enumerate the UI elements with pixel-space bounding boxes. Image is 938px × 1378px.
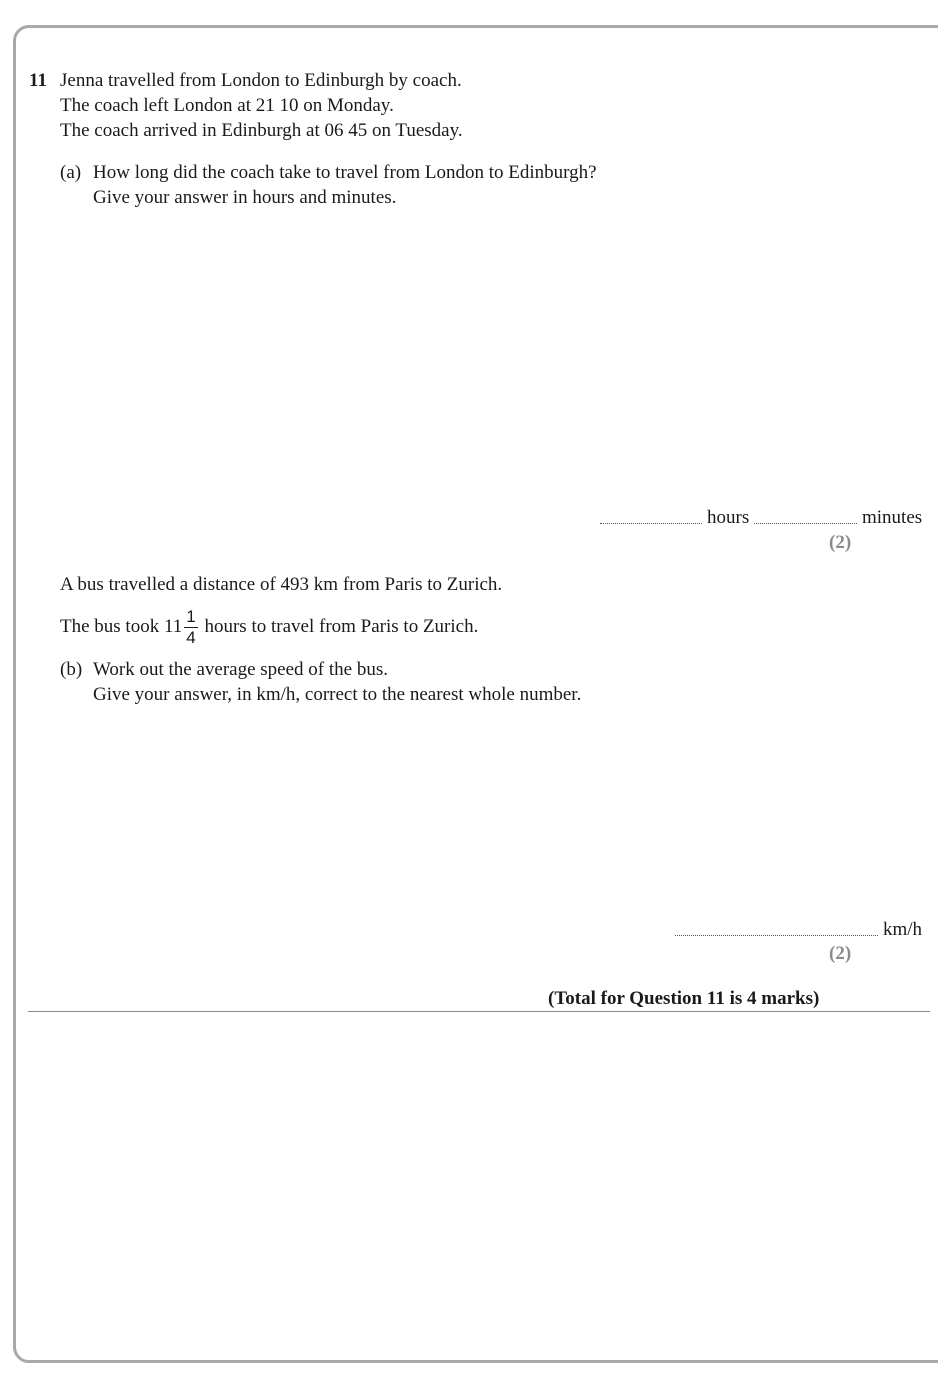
bus-info-after: hours to travel from Paris to Zurich. [204, 616, 479, 637]
answer-a-hours-field[interactable] [600, 523, 702, 524]
divider [28, 1011, 930, 1012]
part-b-marks: (2) [829, 943, 852, 964]
answer-a-minutes-field[interactable] [754, 523, 857, 524]
bus-info-line-2 [60, 602, 478, 652]
answer-a-hours-unit: hours [707, 507, 750, 528]
intro-line-3: The coach arrived in Edinburgh at 06 45 on Tuesday. [60, 120, 463, 141]
bus-info-line-1: A bus travelled a distance of 493 km from Paris to Zurich. [60, 574, 503, 595]
answer-a-minutes-unit: minutes [862, 507, 923, 528]
total-marks: (Total for Question 11 is 4 marks) [548, 988, 820, 1009]
fraction-denominator: 4 [186, 628, 196, 648]
part-a-marks: (2) [829, 532, 852, 553]
fraction [184, 607, 197, 648]
bus-info-before: The bus took 11 [60, 616, 183, 637]
answer-b-field[interactable] [675, 935, 878, 936]
part-a-line-1: How long did the coach take to travel from London to Edinburgh? [93, 162, 597, 183]
intro-line-2: The coach left London at 21 10 on Monday. [60, 95, 394, 116]
answer-b-unit: km/h [883, 919, 923, 940]
part-a-label: (a) [60, 162, 82, 183]
part-b-line-2: Give your answer, in km/h, correct to the nearest whole number. [93, 684, 582, 705]
part-a-line-2: Give your answer in hours and minutes. [93, 187, 397, 208]
question-number: 11 [29, 70, 47, 91]
part-b-label: (b) [60, 659, 83, 680]
part-b-line-1: Work out the average speed of the bus. [93, 659, 388, 680]
intro-line-1: Jenna travelled from London to Edinburgh by coach. [60, 70, 462, 91]
fraction-numerator: 1 [186, 607, 196, 627]
